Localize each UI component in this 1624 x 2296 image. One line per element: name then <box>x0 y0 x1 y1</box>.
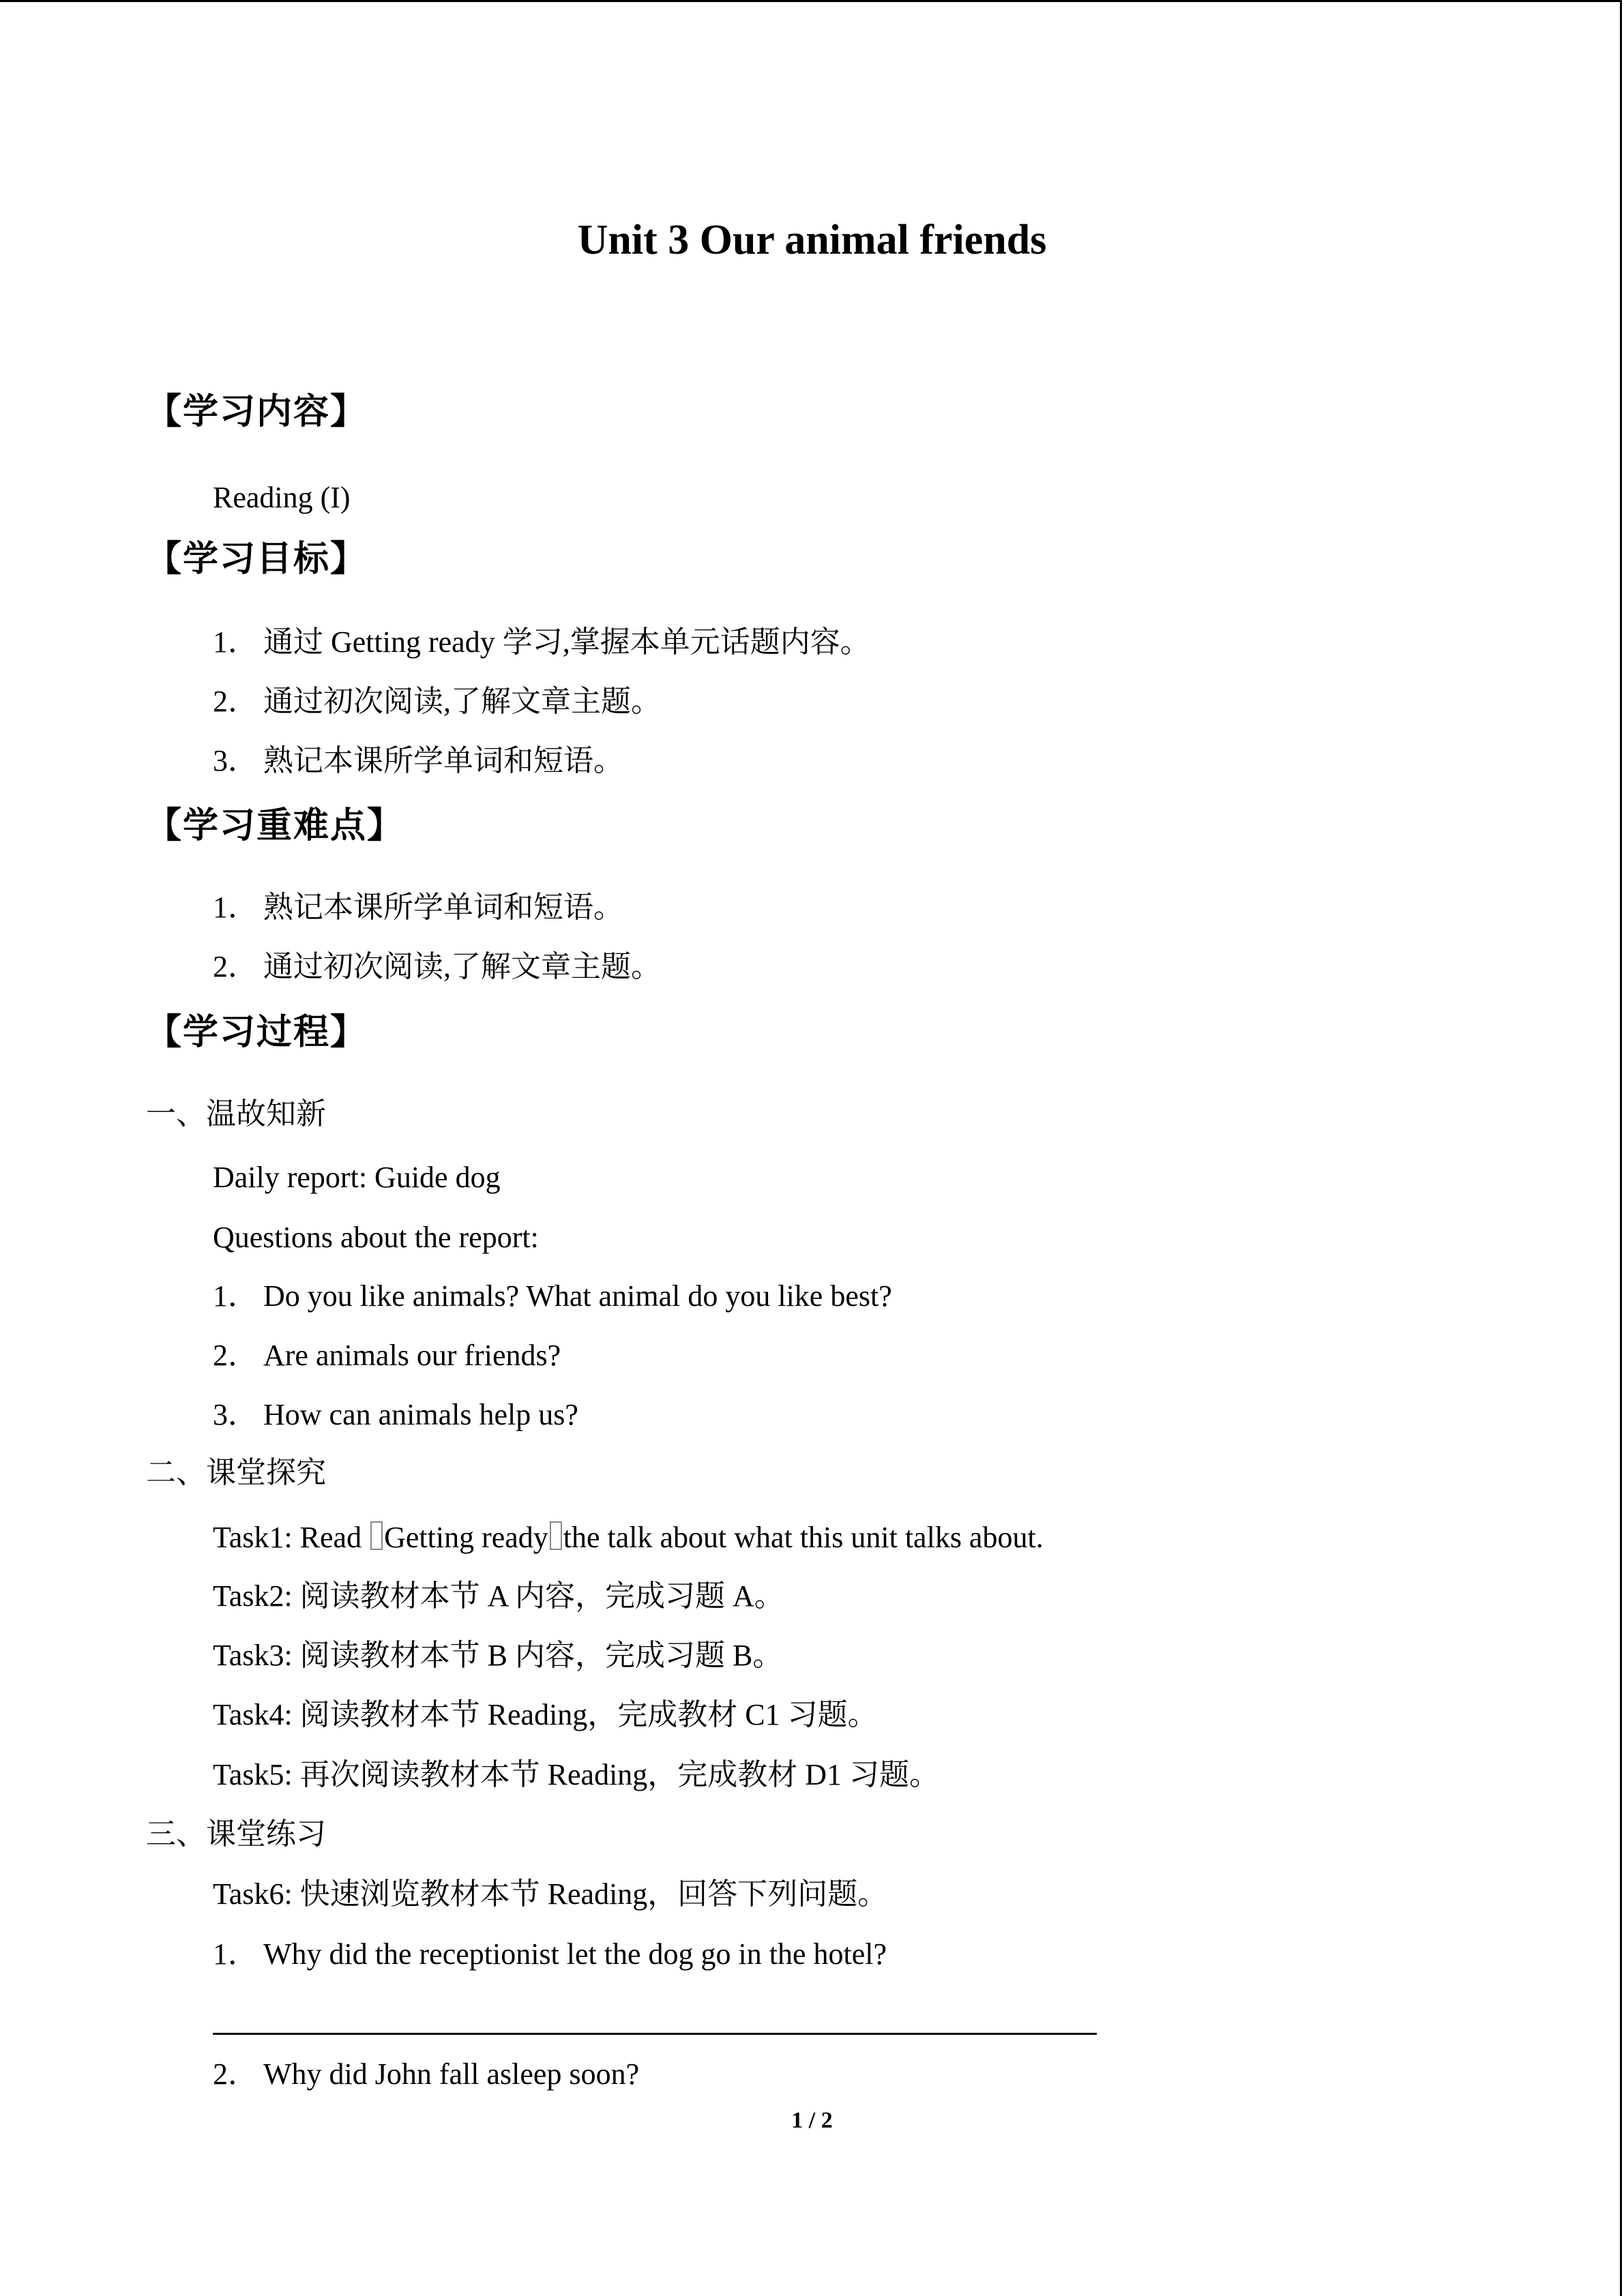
item-text: 熟记本课所学单词和短语。 <box>263 744 623 777</box>
section-heading-key-points: 【学习重难点】 <box>146 805 404 846</box>
task-1-suffix: the talk about what this unit talks about. <box>563 1521 1044 1554</box>
key-point-item <box>213 887 623 928</box>
part-title-practice: 三、课堂练习 <box>146 1817 326 1851</box>
item-number: 1． <box>213 625 258 659</box>
item-number: 1． <box>213 1937 258 1971</box>
task-1 <box>213 1517 1044 1558</box>
answer-blank-line <box>213 2033 1097 2035</box>
item-number: 2． <box>213 1339 258 1372</box>
practice-question <box>213 2054 639 2095</box>
section-heading-process: 【学习过程】 <box>146 1012 368 1053</box>
task-2: Task2: 阅读教材本节 A 内容，完成习题 A。 <box>213 1579 784 1613</box>
task-6: Task6: 快速浏览教材本节 Reading，回答下列问题。 <box>213 1877 888 1911</box>
page-number: 1 / 2 <box>791 2108 833 2133</box>
item-text: 熟记本课所学单词和短语。 <box>263 891 623 924</box>
item-number: 2． <box>213 950 258 983</box>
item-number: 3． <box>213 744 258 777</box>
daily-report: Daily report: Guide dog <box>213 1161 501 1194</box>
part-title-review: 一、温故知新 <box>146 1097 326 1131</box>
missing-glyph-icon <box>550 1521 562 1550</box>
task-4: Task4: 阅读教材本节 Reading，完成教材 C1 习题。 <box>213 1698 878 1731</box>
section-heading-objectives: 【学习目标】 <box>146 539 368 580</box>
objective-item <box>213 681 661 722</box>
missing-glyph-icon <box>370 1521 383 1550</box>
objective-item <box>213 622 870 663</box>
item-text: 通过 Getting ready 学习,掌握本单元话题内容。 <box>263 625 870 659</box>
item-text: 通过初次阅读,了解文章主题。 <box>263 685 661 718</box>
item-text: How can animals help us? <box>263 1398 578 1431</box>
item-number: 1． <box>213 891 258 924</box>
review-question <box>213 1335 561 1376</box>
task-1-quoted: Getting ready <box>384 1521 548 1554</box>
item-text: Why did the receptionist let the dog go in the hotel? <box>263 1937 887 1971</box>
objective-item <box>213 741 623 781</box>
review-question <box>213 1276 892 1317</box>
task-3: Task3: 阅读教材本节 B 内容，完成习题 B。 <box>213 1639 783 1672</box>
task-5: Task5: 再次阅读教材本节 Reading，完成教材 D1 习题。 <box>213 1758 940 1791</box>
task-1-prefix: Task1: Read <box>213 1521 370 1554</box>
item-number: 2． <box>213 2057 258 2091</box>
item-text: Why did John fall asleep soon? <box>263 2057 640 2091</box>
item-text: Are animals our friends? <box>263 1339 561 1372</box>
item-text: Do you like animals? What animal do you like best? <box>263 1279 892 1313</box>
item-text: 通过初次阅读,了解文章主题。 <box>263 950 661 983</box>
key-point-item <box>213 946 661 987</box>
practice-question <box>213 1934 887 1975</box>
document-title: Unit 3 Our animal friends <box>577 217 1047 263</box>
part-title-exploration: 二、课堂探究 <box>146 1456 326 1489</box>
section-heading-content: 【学习内容】 <box>146 391 368 432</box>
content-text: Reading (I) <box>213 481 351 514</box>
item-number: 1． <box>213 1279 258 1313</box>
review-question <box>213 1395 578 1435</box>
item-number: 3． <box>213 1398 258 1431</box>
questions-intro: Questions about the report: <box>213 1221 539 1254</box>
item-number: 2． <box>213 685 258 718</box>
